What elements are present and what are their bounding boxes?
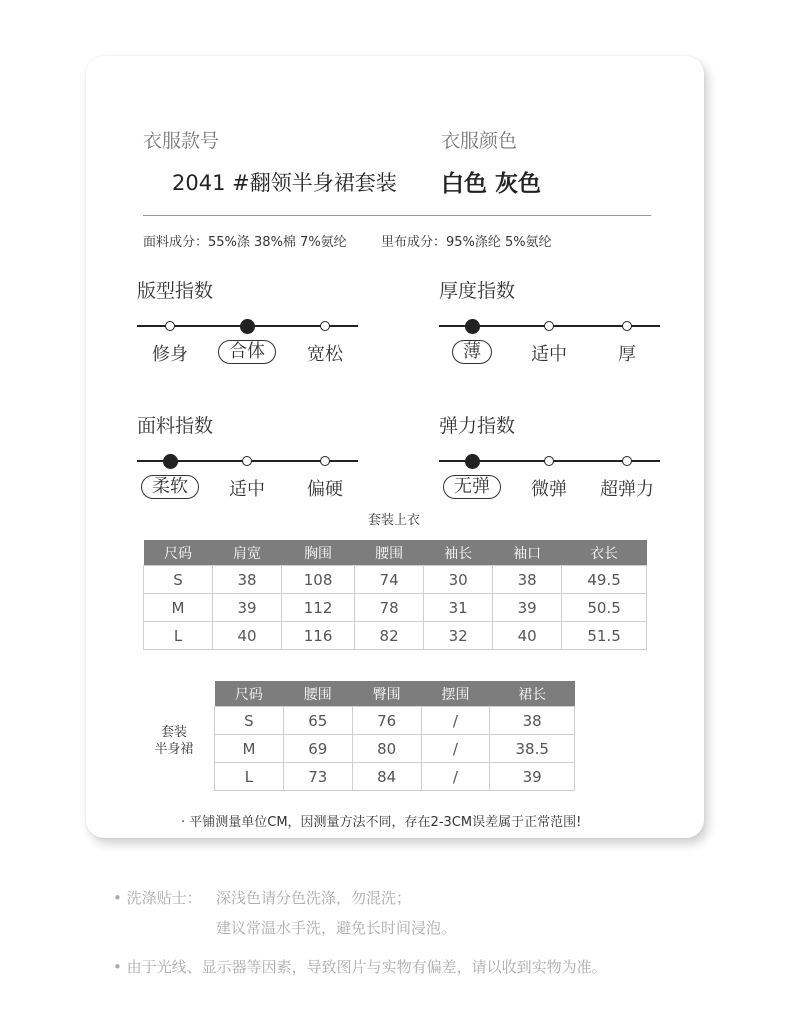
table-row	[215, 707, 575, 735]
index-marker	[622, 456, 632, 466]
table-cell: S	[144, 566, 213, 594]
table-cell: 40	[493, 622, 562, 650]
table-cell: 38	[493, 566, 562, 594]
skirt-size-table	[214, 681, 575, 791]
index-option: 适中	[531, 344, 567, 365]
index-option: 微弹	[531, 479, 567, 500]
index-option: 柔软	[141, 475, 199, 499]
index-option: 厚	[618, 344, 636, 365]
table-cell: M	[144, 594, 213, 622]
table-cell: 39	[213, 594, 282, 622]
index-title: 版型指数	[137, 280, 214, 302]
table-cell: 116	[282, 622, 355, 650]
table-cell: 38	[490, 707, 575, 735]
table-row	[144, 594, 647, 622]
wash-tip-line1: 深浅色请分色洗涤，勿混洗；	[216, 889, 412, 907]
lining-composition: 里布成分：95%涤纶 5%氨纶	[381, 235, 552, 250]
skirt-label-line2: 半身裙	[154, 742, 194, 757]
table-cell: 80	[352, 735, 421, 763]
table-header-cell: 袖口	[493, 540, 562, 566]
table-row	[215, 735, 575, 763]
table-cell: 30	[424, 566, 493, 594]
table-cell: 39	[493, 594, 562, 622]
top-size-table	[143, 540, 647, 650]
table-cell: 74	[355, 566, 424, 594]
table-cell: 40	[213, 622, 282, 650]
table-header-cell: 腰围	[355, 540, 424, 566]
index-option: 无弹	[443, 475, 501, 499]
index-title: 弹力指数	[439, 415, 516, 437]
table-cell: 39	[490, 763, 575, 791]
table-cell: 50.5	[562, 594, 647, 622]
index-option: 修身	[152, 344, 188, 365]
index-option: 宽松	[307, 344, 343, 365]
index-marker	[165, 321, 175, 331]
table-cell: M	[215, 735, 284, 763]
index-marker	[622, 321, 632, 331]
index-marker-selected	[465, 454, 480, 469]
table-cell: 32	[424, 622, 493, 650]
index-title: 面料指数	[137, 415, 214, 437]
table-cell: 78	[355, 594, 424, 622]
table-header-cell: 臀围	[352, 681, 421, 707]
table-cell: 31	[424, 594, 493, 622]
top-table-caption: 套装上衣	[368, 513, 421, 528]
index-option: 超弹力	[600, 479, 654, 500]
index-marker	[242, 456, 252, 466]
color-value: 白色 灰色	[441, 171, 542, 197]
index-marker	[320, 456, 330, 466]
table-header-cell: 肩宽	[213, 540, 282, 566]
table-cell: 112	[282, 594, 355, 622]
index-marker	[544, 321, 554, 331]
skirt-label-line1: 套装	[160, 725, 187, 740]
index-marker-selected	[465, 319, 480, 334]
index-marker	[320, 321, 330, 331]
table-cell: 108	[282, 566, 355, 594]
skirt-table-label	[144, 724, 204, 758]
index-title: 厚度指数	[439, 280, 516, 302]
style-number-value: 2041 #翻领半身裙套装	[172, 171, 397, 195]
table-header-cell: 胸围	[282, 540, 355, 566]
table-cell: 51.5	[562, 622, 647, 650]
table-header-cell: 衣长	[562, 540, 647, 566]
index-marker	[544, 456, 554, 466]
table-cell: 69	[283, 735, 352, 763]
table-header-cell: 摆围	[421, 681, 490, 707]
table-cell: 84	[352, 763, 421, 791]
index-option: 适中	[229, 479, 265, 500]
table-cell: L	[144, 622, 213, 650]
table-cell: 73	[283, 763, 352, 791]
measurement-note: · 平铺测量单位CM，因测量方法不同，存在2-3CM误差属于正常范围!	[181, 815, 582, 830]
table-cell: 65	[283, 707, 352, 735]
table-cell: 49.5	[562, 566, 647, 594]
table-header-cell: 袖长	[424, 540, 493, 566]
table-row	[144, 622, 647, 650]
table-cell: 38.5	[490, 735, 575, 763]
fabric-composition: 面料成分：55%涤 38%棉 7%氨纶	[143, 235, 347, 250]
style-number-label: 衣服款号	[143, 130, 220, 152]
index-marker-selected	[163, 454, 178, 469]
wash-tip-label: • 洗涤贴士：	[113, 889, 202, 907]
color-label: 衣服颜色	[441, 130, 518, 152]
table-header-cell: 尺码	[215, 681, 284, 707]
index-option: 薄	[452, 340, 492, 364]
display-disclaimer: • 由于光线、显示器等因素，导致图片与实物有偏差，请以收到实物为准。	[113, 958, 607, 976]
table-cell: /	[421, 763, 490, 791]
header-divider	[143, 215, 651, 216]
table-cell: 38	[213, 566, 282, 594]
index-marker-selected	[240, 319, 255, 334]
table-row	[215, 763, 575, 791]
table-cell: /	[421, 735, 490, 763]
table-cell: 76	[352, 707, 421, 735]
table-header-cell: 尺码	[144, 540, 213, 566]
table-header-cell: 裙长	[490, 681, 575, 707]
table-cell: 82	[355, 622, 424, 650]
index-option: 偏硬	[307, 479, 343, 500]
table-cell: S	[215, 707, 284, 735]
table-cell: /	[421, 707, 490, 735]
index-option: 合体	[218, 340, 276, 364]
table-header-cell: 腰围	[283, 681, 352, 707]
table-row	[144, 566, 647, 594]
wash-tip-line2: 建议常温水手洗，避免长时间浸泡。	[216, 919, 457, 937]
table-cell: L	[215, 763, 284, 791]
